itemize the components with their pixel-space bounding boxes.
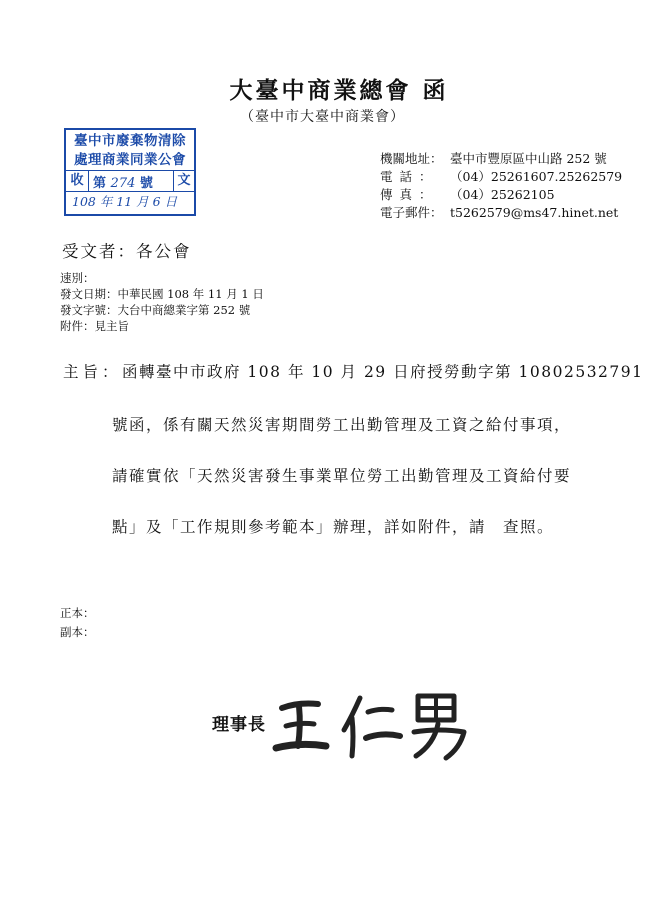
- meta-attachment: 附件：見主旨: [60, 319, 129, 333]
- subject-line-2: 號函，係有關天然災害期間勞工出勤管理及工資之給付事項，: [112, 416, 572, 434]
- subject-line-3: 請確實依「天然災害發生事業單位勞工出勤管理及工資給付要: [112, 467, 572, 485]
- subject-line-4: 點」及「工作規則參考範本」辦理，詳如附件，請 查照。: [112, 518, 555, 536]
- stamp-number: [89, 172, 173, 191]
- subject-line-1: 函轉臺中市政府 108 年 10 月 29 日府授勞動字第 10802532791: [122, 363, 644, 381]
- stamp-organization: [66, 130, 194, 171]
- stamp-hao: 號: [139, 175, 153, 191]
- stamp-org-line1: 臺中市廢棄物清除: [74, 133, 186, 149]
- document-meta: [60, 270, 264, 334]
- stamp-number-row: [66, 171, 194, 192]
- stamp-di: 第: [93, 175, 107, 191]
- distribution-copy: 副本：: [60, 625, 95, 639]
- meta-reference: 發文字號：大台中商總業字第 252 號: [60, 303, 251, 317]
- receipt-stamp: [64, 128, 196, 216]
- contact-block: [380, 150, 622, 222]
- document-subtitle: （臺中市大臺中商業會）: [240, 109, 405, 125]
- distribution-primary: 正本：: [60, 606, 95, 620]
- meta-date: 發文日期：中華民國 108 年 11 月 1 日: [60, 287, 264, 301]
- contact-phone: 電話： （04）25261607.25262579: [380, 169, 623, 184]
- recipient: 受文者：各公會: [62, 242, 192, 261]
- subject-label: 主旨：: [63, 363, 122, 381]
- signature-seal: [268, 686, 478, 770]
- stamp-org-line2: 處理商業同業公會: [74, 152, 186, 168]
- contact-email: 電子郵件： t5262579@ms47.hinet.net: [380, 205, 619, 220]
- stamp-wen: 文: [173, 171, 194, 191]
- stamp-date: 108 年 11 月 6 日: [72, 194, 178, 209]
- meta-speed: 速別：: [60, 271, 95, 285]
- distribution-block: [60, 604, 95, 642]
- contact-address: 機關地址： 臺中市豐原區中山路 252 號: [380, 151, 607, 166]
- stamp-receive-label: 收: [66, 171, 89, 191]
- signature-handwriting: [268, 686, 478, 766]
- signature-title: 理事長: [212, 715, 266, 735]
- contact-fax: 傳真： （04）25262105: [380, 187, 555, 202]
- document-title: 大臺中商業總會 函: [229, 77, 449, 104]
- stamp-number-value: 274: [110, 175, 136, 191]
